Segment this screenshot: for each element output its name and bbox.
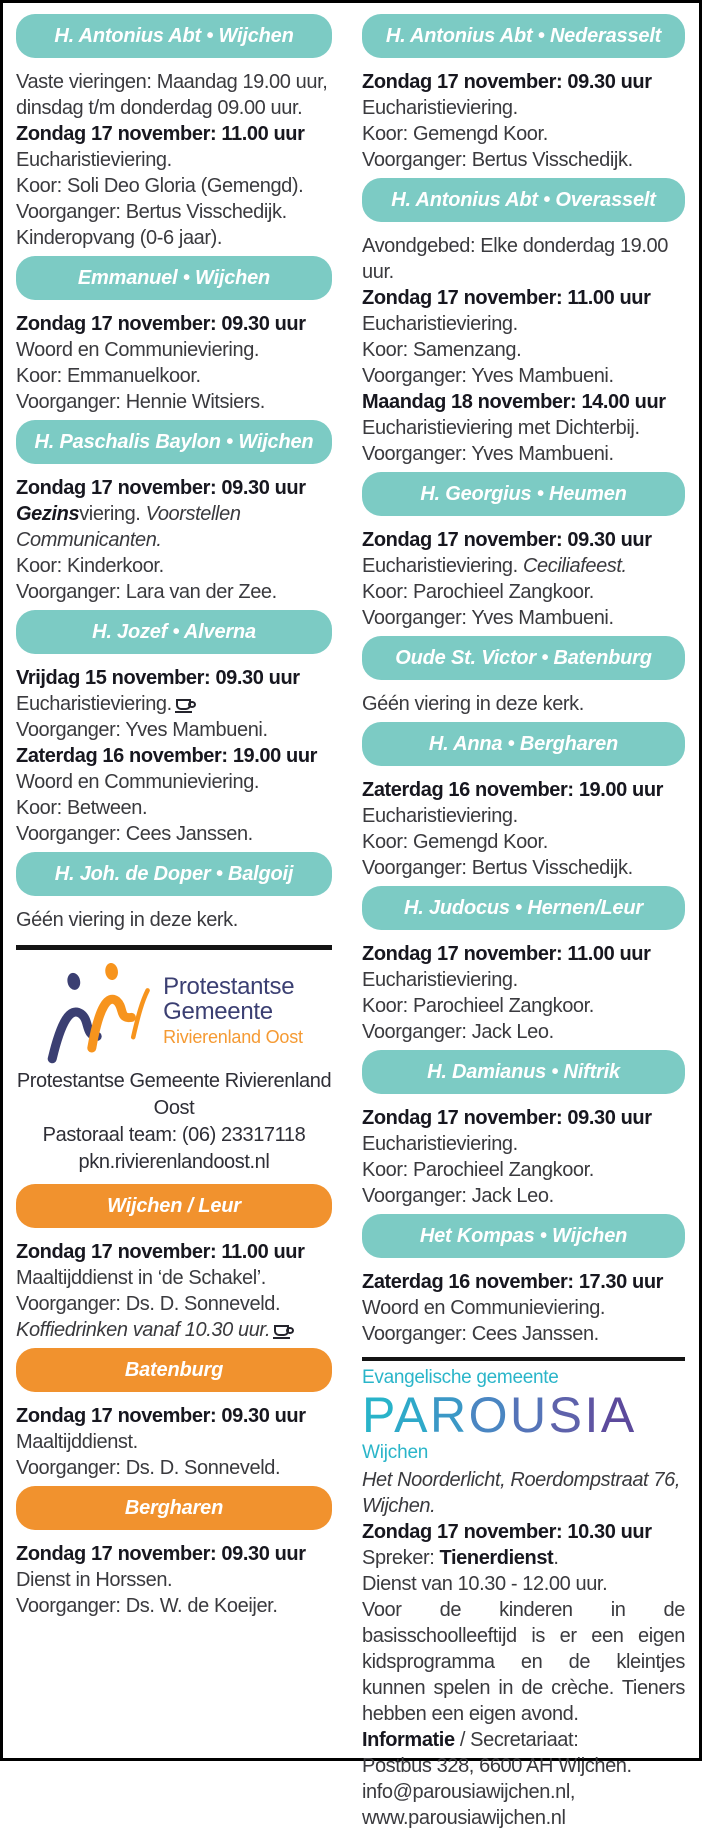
parousia-letter: A [600,1387,637,1443]
section-body [16,1403,332,1481]
section-body [362,1269,685,1347]
church-section-h-georgius-heumen [362,472,685,631]
parousia-block [362,1367,685,1831]
section-body [16,1541,332,1619]
church-section-bergharen [16,1486,332,1619]
text-line [16,1541,332,1567]
text-run: Eucharistieviering met Dichterbij. [362,417,640,439]
text-line [362,1727,685,1753]
section-header-h-damianus-niftrik: H. Damianus • Niftrik [362,1050,685,1094]
text-run: Koor: Emmanuelkoor. [16,365,201,387]
text-run: . [553,1547,559,1569]
text-run: Dienst van 10.30 - 12.00 uur. [362,1573,608,1595]
columns [3,3,699,1831]
text-run: Géén viering in deze kerk. [16,909,238,931]
text-run: Koor: Samenzang. [362,339,522,361]
section-header-h-anna-bergharen: H. Anna • Bergharen [362,722,685,766]
text-run: Voorganger: Bertus Visschedijk. [362,149,633,171]
text-line [16,1239,332,1265]
text-run: Voorganger: Yves Mambueni. [362,607,614,629]
text-line [362,121,685,147]
text-line [16,579,332,605]
text-line [16,665,332,691]
text-line [16,147,332,173]
text-run: Voorganger: Ds. D. Sonneveld. [16,1457,281,1479]
section-header-het-kompas-wijchen: Het Kompas • Wijchen [362,1214,685,1258]
text-line [16,1455,332,1481]
church-section-oude-st-victor-batenburg [362,636,685,717]
text-line [362,579,685,605]
text-line [16,717,332,743]
section-body [16,475,332,605]
pg-contact-line: Pastoraal team: (06) 23317118 [42,1124,306,1146]
text-line [362,1131,685,1157]
text-run: Gezins [16,503,80,525]
parousia-letter: O [468,1387,511,1443]
parousia-letter: S [548,1387,585,1443]
text-run: Voorganger: Bertus Visschedijk. [362,857,633,879]
text-run: Voorganger: Bertus Visschedijk. [16,201,287,223]
text-run: Zondag 17 november: 11.00 uur [362,287,651,309]
text-line [16,821,332,847]
text-line [362,1545,685,1571]
text-line [16,501,332,553]
text-run: Zaterdag 16 november: 19.00 uur [16,745,318,767]
protestantse-gemeente-logo [16,960,332,1064]
parousia-eyebrow: Evangelische gemeente [362,1367,559,1388]
text-run: Koor: Kinderkoor. [16,555,164,577]
text-run: Voorstellen Communicanten. [16,503,241,551]
church-section-emmanuel-wijchen [16,256,332,415]
church-section-h-antonius-abt-nederasselt [362,14,685,173]
pg-contact-line: Protestantse Gemeente Rivierenland Oost [16,1070,332,1119]
parousia-letter: I [584,1387,601,1443]
text-run: Koor: Parochieel Zangkoor. [362,1159,594,1181]
text-run: Koor: Gemengd Koor. [362,831,548,853]
pg-name-line2: Gemeente [163,998,273,1025]
text-line [362,993,685,1019]
text-line [16,311,332,337]
text-line [16,1593,332,1619]
text-line [16,173,332,199]
text-run: Kinderopvang (0-6 jaar). [16,227,223,249]
section-header-h-georgius-heumen: H. Georgius • Heumen [362,472,685,516]
section-divider [16,945,332,950]
text-line [362,553,685,579]
coffee-icon [176,699,191,710]
section-header-h-jozef-alverna: H. Jozef • Alverna [16,610,332,654]
text-line [362,829,685,855]
text-line [362,69,685,95]
text-line [362,803,685,829]
section-body [16,907,332,933]
text-line [16,795,332,821]
section-body [362,691,685,717]
text-run: Ceciliafeest. [522,555,627,577]
text-line [362,691,685,717]
text-run: Eucharistieviering. [362,805,518,827]
text-run: Voorganger: Hennie Witsiers. [16,391,265,413]
text-run: Koor: Soli Deo Gloria (Gemengd). [16,175,304,197]
text-line [16,1403,332,1429]
church-section-h-antonius-abt-overasselt [362,178,685,467]
text-run: Eucharistieviering. [362,555,523,577]
text-line [362,1183,685,1209]
text-run: Woord en Communieviering. [16,339,260,361]
church-section-h-judocus-hernen-leur [362,886,685,1045]
section-header-h-judocus-hernen-leur: H. Judocus • Hernen/Leur [362,886,685,930]
text-line [362,1321,685,1347]
text-line [362,1779,685,1831]
text-line [362,1571,685,1597]
text-run: Eucharistieviering. [16,693,172,715]
right-column [362,10,685,1831]
text-run: Dienst in Horssen. [16,1569,173,1591]
text-run: Géén viering in deze kerk. [362,693,584,715]
text-line [362,363,685,389]
text-run: Zaterdag 16 november: 19.00 uur [362,779,664,801]
church-section-wijchen-leur [16,1184,332,1343]
text-run: Tienerdienst [439,1547,554,1569]
text-line [16,743,332,769]
text-run: Koor: Parochieel Zangkoor. [362,995,594,1017]
text-line [362,1105,685,1131]
text-run: Zondag 17 november: 11.00 uur [362,943,651,965]
text-line [16,1567,332,1593]
text-line [16,363,332,389]
text-run: Zondag 17 november: 09.30 uur [16,477,306,499]
text-line [16,691,332,717]
text-line [362,285,685,311]
text-run: Voorganger: Jack Leo. [362,1021,554,1043]
church-section-h-joh-de-doper-balgoij [16,852,332,933]
text-run: Eucharistieviering. [362,97,518,119]
section-header-oude-st-victor-batenburg: Oude St. Victor • Batenburg [362,636,685,680]
text-run: Maandag 18 november: 14.00 uur [362,391,666,413]
section-body [16,1239,332,1343]
section-body [362,527,685,631]
text-run: Zondag 17 november: 09.30 uur [362,71,652,93]
text-line [362,1519,685,1545]
pg-name-line1: Protestantse [163,973,295,1000]
section-body [362,1105,685,1209]
section-body [362,777,685,881]
text-line [16,121,332,147]
text-line [362,1295,685,1321]
text-run: Voorganger: Ds. W. de Koeijer. [16,1595,278,1617]
text-run: Voorganger: Lara van der Zee. [16,581,277,603]
text-run: Vaste vieringen: Maandag 19.00 uur, dinsdag t/m donderdag 09.00 uur. [16,71,328,119]
church-section-h-anna-bergharen [362,722,685,881]
text-line [362,941,685,967]
text-line [16,1317,332,1343]
text-line [16,1265,332,1291]
section-body [16,665,332,847]
text-line [16,1429,332,1455]
text-run: Koor: Between. [16,797,148,819]
section-header-h-antonius-abt-overasselt: H. Antonius Abt • Overasselt [362,178,685,222]
text-run: Eucharistieviering. [362,1133,518,1155]
section-header-emmanuel-wijchen: Emmanuel • Wijchen [16,256,332,300]
text-line [362,1269,685,1295]
section-header-h-paschalis-baylon-wijchen: H. Paschalis Baylon • Wijchen [16,420,332,464]
coffee-icon [274,1325,289,1336]
section-header-bergharen: Bergharen [16,1486,332,1530]
text-run: Spreker: [362,1547,440,1569]
text-line [16,769,332,795]
text-run: Voor de kinderen in de basisschoolleeftijd is er een eigen kidsprogramma en de kleintjes kunnen spelen in de crèche. Tieners hebben een eigen avond. [362,1599,685,1725]
section-divider [362,1357,685,1361]
text-run: Zondag 17 november: 09.30 uur [16,313,306,335]
text-run: Zondag 17 november: 11.00 uur [16,123,305,145]
text-run: Voorganger: Cees Janssen. [362,1323,599,1345]
text-line [362,415,685,441]
text-line [16,199,332,225]
text-line [362,233,685,285]
church-section-h-paschalis-baylon-wijchen [16,420,332,605]
text-run: Voorganger: Yves Mambueni. [362,443,614,465]
parousia-letter: P [362,1387,395,1443]
church-section-h-antonius-abt-wijchen [16,14,332,251]
text-run: Eucharistieviering. [362,969,518,991]
text-line [16,337,332,363]
text-run: Voorganger: Ds. D. Sonneveld. [16,1293,281,1315]
text-run: Zondag 17 november: 09.30 uur [362,529,652,551]
section-header-h-antonius-abt-nederasselt: H. Antonius Abt • Nederasselt [362,14,685,58]
parousia-letter: R [430,1387,469,1443]
text-line [16,475,332,501]
text-line [362,1467,685,1519]
text-line [362,967,685,993]
text-line [362,389,685,415]
parousia-city: Wijchen [362,1442,429,1463]
text-run: Eucharistieviering. [362,313,518,335]
text-line [362,777,685,803]
text-run: Maaltijddienst. [16,1431,138,1453]
parousia-wordmark [362,1389,685,1441]
text-run: Zaterdag 16 november: 17.30 uur [362,1271,664,1293]
text-line [16,225,332,251]
section-header-batenburg: Batenburg [16,1348,332,1392]
text-line [16,1291,332,1317]
parousia-letter: A [394,1387,430,1443]
section-header-h-joh-de-doper-balgoij: H. Joh. de Doper • Balgoij [16,852,332,896]
text-line [16,389,332,415]
text-run: Maaltijddienst in ‘de Schakel’. [16,1267,266,1289]
text-run: info@parousiawijchen.nl, www.parousiawijchen.nl [362,1781,576,1829]
text-line [362,855,685,881]
text-line [362,441,685,467]
text-line [362,1019,685,1045]
section-body [16,69,332,251]
church-section-batenburg [16,1348,332,1481]
text-line [16,69,332,121]
text-run: Vrijdag 15 november: 09.30 uur [16,667,300,689]
section-header-wijchen-leur: Wijchen / Leur [16,1184,332,1228]
text-run: Zondag 17 november: 11.00 uur [16,1241,305,1263]
text-run: Het Noorderlicht, Roerdompstraat 76, Wijchen. [362,1469,680,1517]
text-run: / Secretariaat: [454,1729,579,1751]
section-body [16,311,332,415]
text-line [362,1597,685,1727]
text-line [16,907,332,933]
section-body [362,233,685,467]
section-body [362,69,685,173]
text-run: Woord en Communieviering. [362,1297,606,1319]
text-line [16,553,332,579]
text-run: Koor: Gemengd Koor. [362,123,548,145]
text-run: Zondag 17 november: 09.30 uur [362,1107,652,1129]
text-run: Voorganger: Yves Mambueni. [16,719,268,741]
section-body [362,941,685,1045]
text-line [362,95,685,121]
text-run: Voorganger: Cees Janssen. [16,823,253,845]
text-run: Zondag 17 november: 09.30 uur [16,1405,306,1427]
text-run: Zondag 17 november: 09.30 uur [16,1543,306,1565]
pg-logo-text [163,974,303,1050]
text-run: Zondag 17 november: 10.30 uur [362,1521,652,1543]
text-line [362,311,685,337]
church-section-het-kompas-wijchen [362,1214,685,1347]
text-run: Postbus 328, 6600 AH Wijchen. [362,1755,632,1777]
text-line [362,605,685,631]
text-run: Eucharistieviering. [16,149,172,171]
text-line [362,1157,685,1183]
text-run: viering. [79,503,146,525]
text-line [362,337,685,363]
text-run: Informatie [362,1729,455,1751]
text-run: Voorganger: Yves Mambueni. [362,365,614,387]
church-section-h-damianus-niftrik [362,1050,685,1209]
pg-contact-block [16,1068,332,1176]
section-header-h-antonius-abt-wijchen: H. Antonius Abt • Wijchen [16,14,332,58]
text-line [362,147,685,173]
left-column [16,10,332,1831]
text-run: Voorganger: Jack Leo. [362,1185,554,1207]
text-run: Avondgebed: Elke donderdag 19.00 uur. [362,235,668,283]
pg-region: Rivierenland Oost [163,1027,303,1047]
parousia-letter: U [510,1387,549,1443]
text-run: Koffiedrinken vanaf 10.30 uur. [16,1319,271,1341]
church-section-h-jozef-alverna [16,610,332,847]
two-figures-icon [45,960,153,1064]
text-line [362,527,685,553]
pg-contact-line: pkn.rivierenlandoost.nl [78,1151,270,1173]
text-line [362,1753,685,1779]
text-run: Koor: Parochieel Zangkoor. [362,581,594,603]
text-run: Woord en Communieviering. [16,771,260,793]
